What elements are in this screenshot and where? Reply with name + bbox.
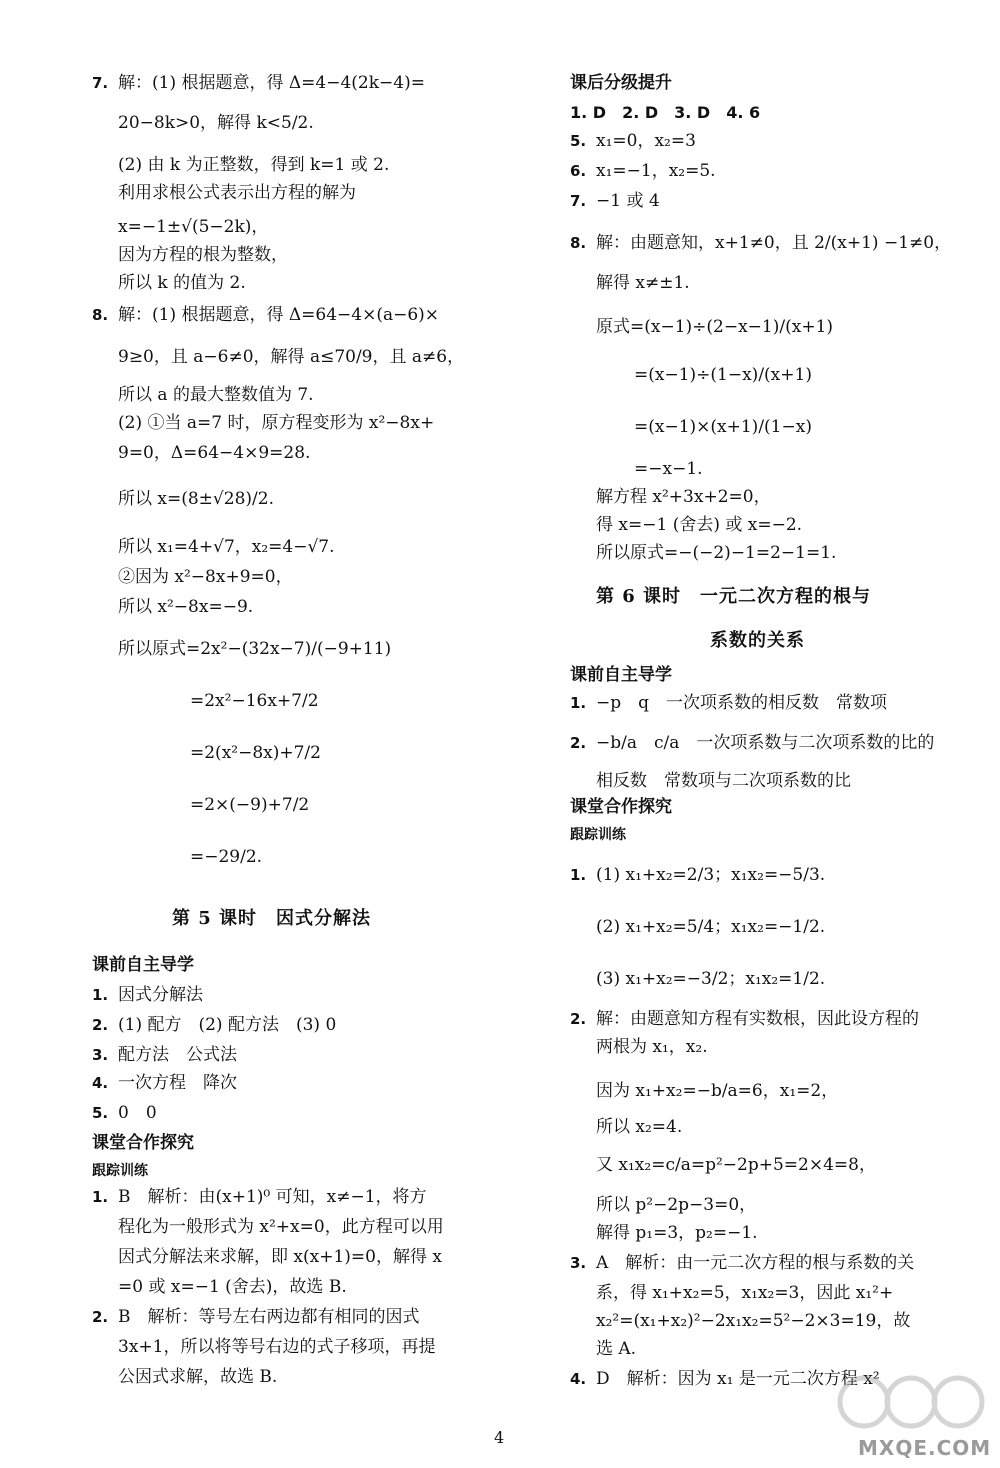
answer-line: 所以 x₂=4.: [596, 1117, 683, 1137]
question-number: 1.: [92, 986, 109, 1004]
section-title: 课堂合作探究: [92, 1133, 194, 1153]
answer-line: 0 0: [118, 1103, 157, 1123]
watermark-text: MXQE.COM: [858, 1436, 992, 1460]
answer-line: =2x²−16x+7/2: [190, 691, 319, 711]
question-number: 8.: [92, 306, 109, 324]
answer-line: 两根为 x₁，x₂.: [596, 1037, 708, 1057]
question-number: 4.: [570, 1370, 587, 1388]
answer-line: 一次方程 降次: [118, 1073, 237, 1093]
answer-line: ②因为 x²−8x+9=0，: [118, 567, 293, 587]
answer-line: (2) 由 k 为正整数，得到 k=1 或 2.: [118, 155, 390, 175]
chapter-title: 第 5 课时 因式分解法: [172, 908, 372, 929]
question-number: 5.: [92, 1104, 109, 1122]
answer-line: 解：(1) 根据题意，得 Δ=64−4×(a−6)×: [118, 305, 440, 325]
question-number: 1.: [92, 1188, 109, 1206]
answer-line: =0 或 x=−1 (舍去)，故选 B.: [118, 1277, 347, 1297]
answer-line: B 解析：等号左右两边都有相同的因式: [118, 1307, 420, 1327]
answer-line: −p q 一次项系数的相反数 常数项: [596, 693, 888, 713]
answer-line: −1 或 4: [596, 191, 660, 211]
question-number: 3.: [92, 1046, 109, 1064]
answer-line: =−29/2.: [190, 847, 263, 867]
section-title: 课前自主导学: [92, 955, 194, 975]
answer-line: 相反数 常数项与二次项系数的比: [596, 771, 851, 791]
answer-line: x₁=0，x₂=3: [596, 131, 696, 151]
question-number: 8.: [570, 234, 587, 252]
answer-line: A 解析：由一元二次方程的根与系数的关: [596, 1253, 915, 1273]
answer-line: 因为方程的根为整数，: [118, 245, 288, 265]
page-number: 4: [494, 1428, 505, 1447]
question-number: 2.: [92, 1308, 109, 1326]
answer-line: B 解析：由(x+1)⁰ 可知，x≠−1，将方: [118, 1187, 427, 1207]
question-number: 7.: [570, 192, 587, 210]
answer-line: (2) ①当 a=7 时，原方程变形为 x²−8x+: [118, 413, 435, 433]
answer-line: (1) x₁+x₂=2/3；x₁x₂=−5/3.: [596, 865, 826, 885]
answer-line: =2(x²−8x)+7/2: [190, 743, 321, 763]
answer-line: (1) 配方 (2) 配方法 (3) 0: [118, 1015, 337, 1035]
answer-line: 因式分解法: [118, 985, 203, 1005]
answer-line: 所以 k 的值为 2.: [118, 273, 246, 293]
answer-line: (3) x₁+x₂=−3/2；x₁x₂=1/2.: [596, 969, 826, 989]
answer-line: 选 A.: [596, 1339, 637, 1359]
question-number: 2.: [92, 1016, 109, 1034]
question-number: 2.: [570, 1010, 587, 1028]
chapter-title: 第 6 课时 一元二次方程的根与: [596, 586, 872, 607]
question-number: 1.: [570, 866, 587, 884]
chapter-title: 系数的关系: [710, 630, 805, 651]
section-title: 课前自主导学: [570, 665, 672, 685]
answer-line: 1. D 2. D 3. D 4. 6: [570, 103, 761, 122]
answer-line: 程化为一般形式为 x²+x=0，此方程可以用: [118, 1217, 444, 1237]
answer-line: =2×(−9)+7/2: [190, 795, 310, 815]
question-number: 6.: [570, 162, 587, 180]
answer-line: 因为 x₁+x₂=−b/a=6，x₁=2，: [596, 1081, 839, 1101]
answer-line: 所以 x=(8±√28)/2.: [118, 489, 274, 509]
section-title: 课堂合作探究: [570, 797, 672, 817]
answer-line: 所以原式=2x²−(32x−7)/(−9+11): [118, 639, 392, 659]
answer-line: 9=0，Δ=64−4×9=28.: [118, 443, 311, 463]
answer-line: =(x−1)×(x+1)/(1−x): [634, 417, 812, 437]
answer-line: 解：由题意知，x+1≠0，且 2/(x+1) −1≠0，: [596, 233, 952, 253]
answer-line: =(x−1)÷(1−x)/(x+1): [634, 365, 812, 385]
answer-line: −b/a c/a 一次项系数与二次项系数的比的: [596, 733, 935, 753]
question-number: 1.: [570, 694, 587, 712]
answer-line: 利用求根公式表示出方程的解为: [118, 183, 356, 203]
answer-line: x₂²=(x₁+x₂)²−2x₁x₂=5²−2×3=19，故: [596, 1311, 911, 1331]
answer-line: 所以 p²−2p−3=0，: [596, 1195, 757, 1215]
answer-line: x₁=−1，x₂=5.: [596, 161, 716, 181]
answer-line: 解方程 x²+3x+2=0，: [596, 487, 771, 507]
answer-line: 因式分解法来求解，即 x(x+1)=0，解得 x: [118, 1247, 442, 1267]
subsection-title: 跟踪训练: [92, 1163, 148, 1179]
answer-line: 又 x₁x₂=c/a=p²−2p+5=2×4=8，: [596, 1155, 876, 1175]
answer-line: 解：由题意知方程有实数根，因此设方程的: [596, 1009, 919, 1029]
answer-line: 解：(1) 根据题意，得 Δ=4−4(2k−4)=: [118, 73, 425, 93]
answer-line: D 解析：因为 x₁ 是一元二次方程 x²: [596, 1369, 880, 1389]
answer-line: 公因式求解，故选 B.: [118, 1367, 278, 1387]
answer-line: =−x−1.: [634, 459, 703, 479]
answer-line: 解得 x≠±1.: [596, 273, 690, 293]
answer-line: 所以 x₁=4+√7，x₂=4−√7.: [118, 537, 335, 557]
answer-line: 得 x=−1 (舍去) 或 x=−2.: [596, 515, 803, 535]
question-number: 7.: [92, 74, 109, 92]
answer-line: 系，得 x₁+x₂=5，x₁x₂=3，因此 x₁²+: [596, 1283, 894, 1303]
answer-line: x=−1±√(5−2k)，: [118, 217, 269, 237]
answer-line: 20−8k>0，解得 k<5/2.: [118, 113, 314, 133]
answer-line: 所以 x²−8x=−9.: [118, 597, 254, 617]
question-number: 4.: [92, 1074, 109, 1092]
answer-line: 所以原式=−(−2)−1=2−1=1.: [596, 543, 837, 563]
answer-line: 解得 p₁=3，p₂=−1.: [596, 1223, 758, 1243]
question-number: 2.: [570, 734, 587, 752]
answer-line: 所以 a 的最大整数值为 7.: [118, 385, 314, 405]
question-number: 5.: [570, 132, 587, 150]
section-title: 课后分级提升: [570, 73, 672, 93]
answer-line: 9≥0，且 a−6≠0，解得 a≤70/9，且 a≠6，: [118, 347, 465, 367]
question-number: 3.: [570, 1254, 587, 1272]
answer-line: 配方法 公式法: [118, 1045, 237, 1065]
subsection-title: 跟踪训练: [570, 827, 626, 843]
answer-line: 原式=(x−1)÷(2−x−1)/(x+1): [596, 317, 834, 337]
answer-line: 3x+1，所以将等号右边的式子移项，再提: [118, 1337, 436, 1357]
answer-line: (2) x₁+x₂=5/4；x₁x₂=−1/2.: [596, 917, 826, 937]
